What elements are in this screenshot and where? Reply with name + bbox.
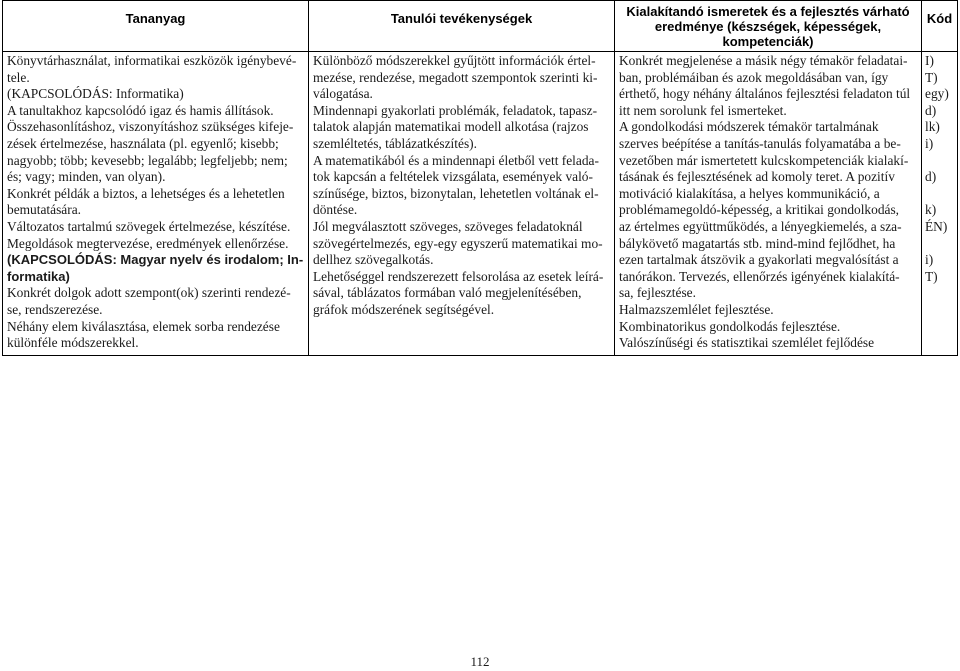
text-line: sával, táblázatos formában való megjelenítésében,	[313, 285, 582, 301]
text-line: színűsége, biztos, bizonytalan, lehetetlen voltának el-	[313, 185, 599, 201]
text-line: nagyobb; több; kevesebb; legalább; legfeljebb; nem;	[7, 152, 288, 168]
text-line: itt nem sorolunk fel ismerteket.	[619, 102, 787, 118]
header-tanuloi-tevekenysegek: Tanulói tevékenységek	[309, 1, 615, 52]
code-entry: d)	[925, 102, 937, 118]
text-line: Konkrét példák a biztos, a lehetséges és a lehetetlen	[7, 185, 285, 201]
text-line: Valószínűségi és statisztikai szemlélet fejlődése	[619, 335, 875, 351]
kialakitando-ismeretek-cell	[615, 52, 922, 356]
text-line: mezése, rendezése, megadott szempontok szerinti ki-	[313, 69, 598, 85]
text-line: szerves beépítése a tanítás-tanulás folyamatába a be-	[619, 135, 901, 151]
text-line: A matematikából és a mindennapi életből vett felada-	[313, 152, 599, 168]
text-line: Könyvtárhasználat, informatikai eszközök igénybevé-	[7, 53, 297, 68]
header-tananyag: Tananyag	[3, 1, 309, 52]
code-entry	[925, 236, 956, 253]
text-line: szövegértelmezés, egy-egy egyszerű matematikai mo-	[313, 235, 603, 251]
text-line: Mindennapi gyakorlati problémák, feladatok, tapasz-	[313, 102, 598, 118]
text-line: (KAPCSOLÓDÁS: Informatika)	[7, 86, 184, 102]
curriculum-table	[2, 0, 958, 356]
text-line: Kombinatorikus gondolkodás fejlesztése.	[619, 318, 841, 334]
code-entry: i)	[925, 252, 934, 268]
text-line: Jól megválasztott szöveges, szöveges feladatoknál	[313, 218, 583, 234]
text-line: Konkrét megjelenése a másik négy témakör feladatai-	[619, 53, 908, 68]
text-line: A gondolkodási módszerek témakör tartalmának	[619, 119, 879, 135]
text-line: bálykövető magatartás stb. mind-mind fejlődhet, ha	[619, 235, 896, 251]
text-line: szemléltetés, táblázatkészítés).	[313, 135, 477, 151]
content-row	[3, 52, 958, 356]
text-line: válogatása.	[313, 86, 373, 102]
text-line: Néhány elem kiválasztása, elemek sorba rendezése	[7, 318, 280, 334]
text-line: és; vagy; minden, van olyan).	[7, 169, 166, 185]
code-entry: ÉN)	[925, 218, 948, 234]
text-line: Halmazszemlélet fejlesztése.	[619, 301, 774, 317]
text-line: döntése.	[313, 202, 358, 218]
code-entry: egy)	[925, 86, 949, 102]
code-entry: T)	[925, 69, 938, 85]
text-line: érthető, hogy néhány általános fejlesztési feladaton túl	[619, 86, 911, 102]
text-line: (KAPCSOLÓDÁS: Magyar nyelv és irodalom; In-	[7, 252, 304, 268]
text-line: Összehasonlításhoz, viszonyításhoz szükséges kifeje-	[7, 119, 294, 135]
code-entry: d)	[925, 169, 937, 185]
text-line: tanórákon. Tervezés, ellenőrzés igényének kialakítá-	[619, 268, 900, 284]
text-line: Konkrét dolgok adott szempont(ok) szerinti rendezé-	[7, 285, 291, 301]
text-line: problémamegoldó-képesség, a kritikai gondolkodás,	[619, 202, 900, 218]
text-line: Különböző módszerekkel gyűjtött információk értel-	[313, 53, 596, 68]
text-line: Változatos tartalmú szövegek értelmezése, készítése.	[7, 218, 291, 234]
code-entry: I)	[925, 53, 934, 68]
tananyag-cell	[3, 52, 309, 356]
text-line: különféle módszerekkel.	[7, 335, 139, 351]
page-number: 112	[470, 654, 490, 669]
code-entry: i)	[925, 135, 934, 151]
text-line: motiváció kialakítása, a helyes kommunikáció, a	[619, 185, 880, 201]
text-line: dellhez szövegalkotás.	[313, 252, 434, 268]
code-entry	[925, 153, 956, 170]
code-entry: k)	[925, 202, 937, 218]
header-row	[3, 1, 958, 52]
text-line: ban, problémáiban és azok megoldásában van, így	[619, 69, 889, 85]
text-line: bemutatására.	[7, 202, 81, 218]
text-line: vezetőben már ismertetett kulcskompetenciák kialakí-	[619, 152, 909, 168]
text-line: tok kapcsán a feltételek vizsgálata, események való-	[313, 169, 593, 185]
text-line: sa, fejlesztése.	[619, 285, 696, 301]
text-line: gráfok módszerének segítségével.	[313, 301, 495, 317]
text-line: A tanultakhoz kapcsolódó igaz és hamis állítások.	[7, 102, 274, 118]
kod-cell	[922, 52, 958, 356]
header-kod: Kód	[922, 1, 958, 52]
code-entry: lk)	[925, 119, 940, 135]
text-line: zések értelmezése, használata (pl. egyenlő; kisebb;	[7, 135, 279, 151]
tanuloi-tevekenysegek-cell	[309, 52, 615, 356]
text-line: az értelmes együttműködés, a lényegkiemelés, a sza-	[619, 218, 902, 234]
header-kialakitando-ismeretek: Kialakítandó ismeretek és a fejlesztés várható eredménye (készségek, képességek, kompetenciák)	[615, 1, 922, 52]
text-line: tásának és fejlesztésének ad komoly teret. A pozitív	[619, 169, 895, 185]
text-line: ezen tartalmak átszövik a gyakorlati megvalósítást a	[619, 252, 899, 268]
text-line: se, rendszerezése.	[7, 301, 103, 317]
text-line: Lehetőséggel rendszerezett felsorolása az esetek leírá-	[313, 268, 604, 284]
text-line: Megoldások megtervezése, eredmények ellenőrzése.	[7, 235, 289, 251]
code-entry: T)	[925, 268, 938, 284]
code-entry	[925, 186, 956, 203]
text-line: formatika)	[7, 268, 70, 284]
text-line: talatok alapján matematikai modell alkotása (rajzos	[313, 119, 589, 135]
text-line: tele.	[7, 69, 30, 85]
